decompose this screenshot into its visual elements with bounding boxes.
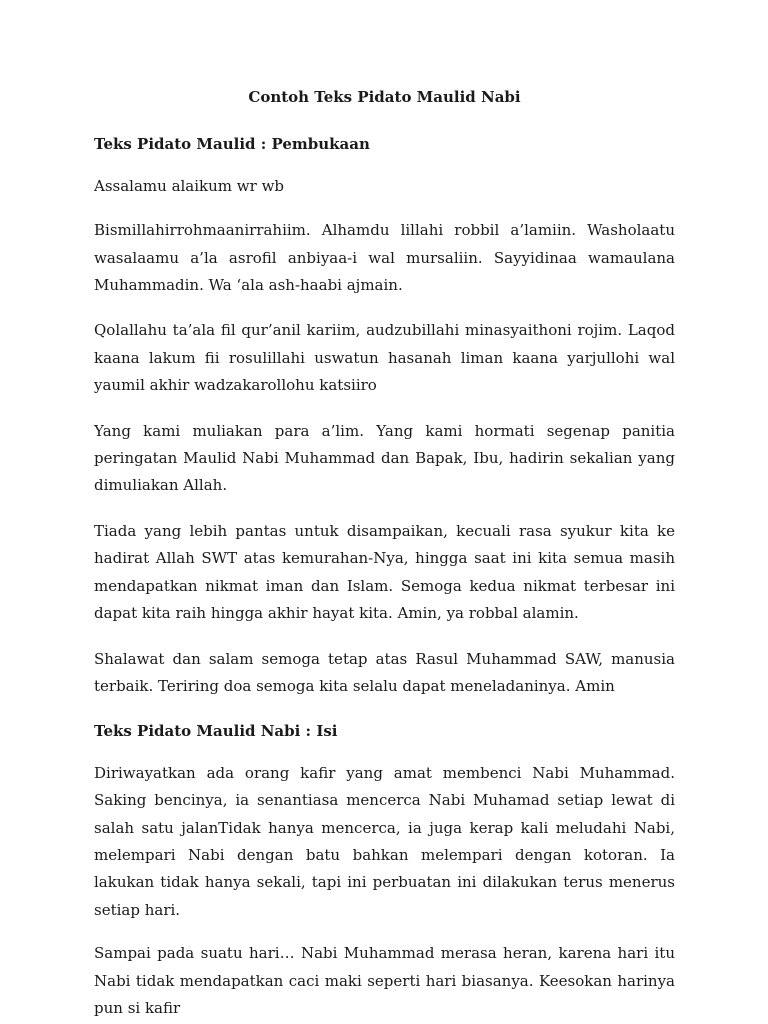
paragraph-sampai-pada: Sampai pada suatu hari… Nabi Muhammad merasa heran, karena hari itu Nabi tidak mendapatkan caci maki seperti hari biasanya. Keesokan harinya pun si kafir [94,944,675,1017]
paragraph-salam: Assalamu alaikum wr wb [94,176,285,195]
paragraph-tiada-yang-lebih: Tiada yang lebih pantas untuk disampaikan, kecuali rasa syukur kita ke hadirat Allah SWT atas kemurahan-Nya, hingga saat ini kita semua masih mendapatkan nikmat iman dan Islam. Semoga kedua nikmat terbesar ini dapat kita raih hingga akhir hayat kita. Amin, ya robbal alamin. [94,521,675,623]
paragraph-shalawat: Shalawat dan salam semoga tetap atas Rasul Muhammad SAW, manusia terbaik. Teriring doa semoga kita selalu dapat meneladaninya. Amin [94,649,675,695]
section-heading-isi: Teks Pidato Maulid Nabi : Isi [94,722,338,741]
paragraph-bismillah: Bismillahirrohmaanirrahiim. Alhamdu lillahi robbil a’lamiin. Washolaatu wasalaamu a’la asrofil anbiyaa-i wal mursaliin. Sayyidinaa wamaulana Muhammadin. Wa ‘ala ash-haabi ajmain. [94,221,675,295]
document-body [94,84,675,1022]
paragraph-diriwayatkan: Diriwayatkan ada orang kafir yang amat membenci Nabi Muhammad. Saking bencinya, ia senantiasa mencerca Nabi Muhamad setiap lewat di salah satu jalanTidak hanya mencerca, ia juga kerap kali meludahi Nabi, melempari Nabi dengan batu bahkan melempari dengan kotoran. Ia lakukan tidak hanya sekali, tapi ini perbuatan ini dilakukan terus menerus setiap hari. [94,763,675,919]
paragraph-yang-kami-muliakan: Yang kami muliakan para a’lim. Yang kami hormati segenap panitia peringatan Maulid Nabi Muhammad dan Bapak, Ibu, hadirin sekalian yang dimuliakan Allah. [94,421,675,495]
paragraph-qolallahu: Qolallahu ta’ala fil qur’anil kariim, audzubillahi minasyaithoni rojim. Laqod kaana lakum fii rosulillahi uswatun hasanah liman kaana yarjullohi wal yaumil akhir wadzakarollohu katsiiro [94,321,675,395]
section-heading-pembukaan: Teks Pidato Maulid : Pembukaan [94,135,370,154]
document-title: Contoh Teks Pidato Maulid Nabi [248,88,521,106]
